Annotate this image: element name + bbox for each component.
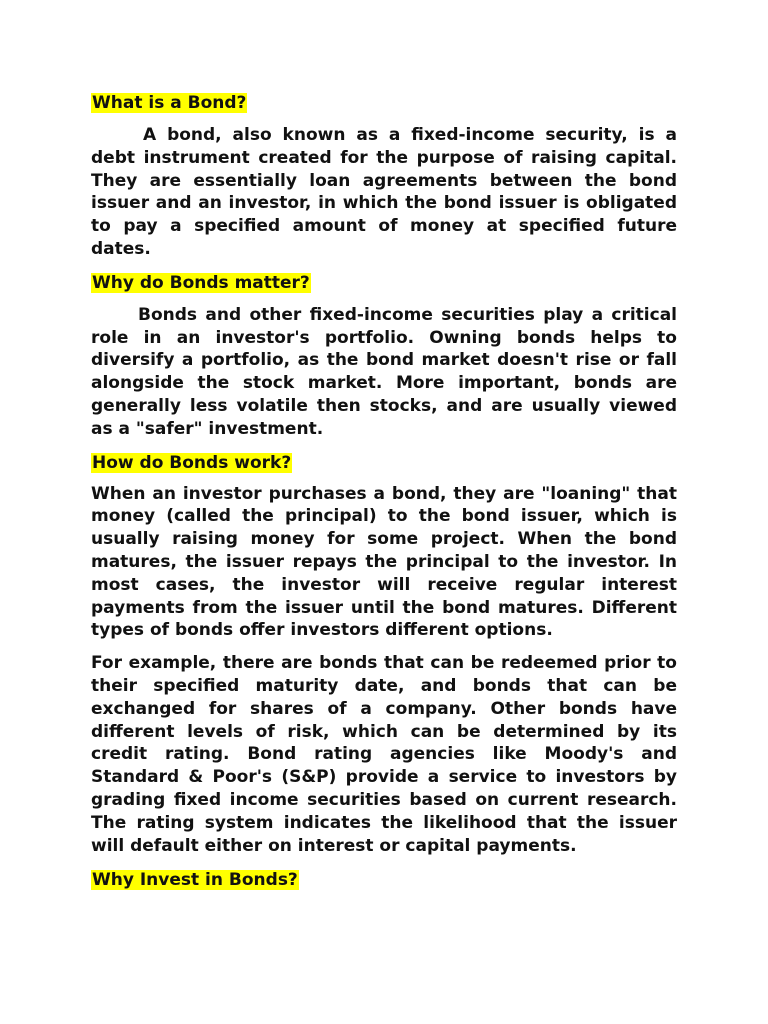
section-heading-what-is-a-bond: [91, 92, 677, 114]
paragraph-bond-examples: For example, there are bonds that can be redeemed prior to their specified maturity date, and bonds that can be exchanged for shares of a company. Other bonds have different levels of risk, which can be determined by its credit rating. Bond rating agencies like Moody's and Standard & Poor's (S&P) provide a service to investors by grading fixed income securities based on current research. The rating system indicates the likelihood that the issuer will default either on interest or capital payments.: [91, 653, 677, 856]
section-heading-why-invest: [91, 869, 677, 891]
paragraph-how-bonds-work: When an investor purchases a bond, they are "loaning" that money (called the principal) to the bond issuer, which is usually raising money for some project. When the bond matures, the issuer repays the principal to the investor. In most cases, the investor will receive regular interest payments from the issuer until the bond matures. Different types of bonds offer investors different options.: [91, 483, 677, 641]
paragraph-bonds-matter: Bonds and other fixed-income securities play a critical role in an investor's portfolio. Owning bonds helps to diversify a portfolio, as the bond market doesn't rise or fall alongside the stock market. More important, bonds are generally less volatile then stocks, and are usually viewed as a "safer" investment.: [91, 304, 677, 439]
section-heading-why-bonds-matter: [91, 272, 677, 294]
document-page: [91, 92, 677, 891]
heading-highlight: Why Invest in Bonds?: [92, 870, 298, 891]
section-heading-how-bonds-work: [91, 452, 677, 474]
heading-highlight: How do Bonds work?: [92, 452, 292, 473]
heading-highlight: What is a Bond?: [92, 93, 247, 113]
paragraph-bond-definition: A bond, also known as a fixed-income security, is a debt instrument created for the purpose of raising capital. They are essentially loan agreements between the bond issuer and an investor, in which the bond issuer is obligated to pay a specified amount of money at specified future dates.: [91, 125, 677, 259]
heading-highlight: Why do Bonds matter?: [92, 272, 310, 293]
